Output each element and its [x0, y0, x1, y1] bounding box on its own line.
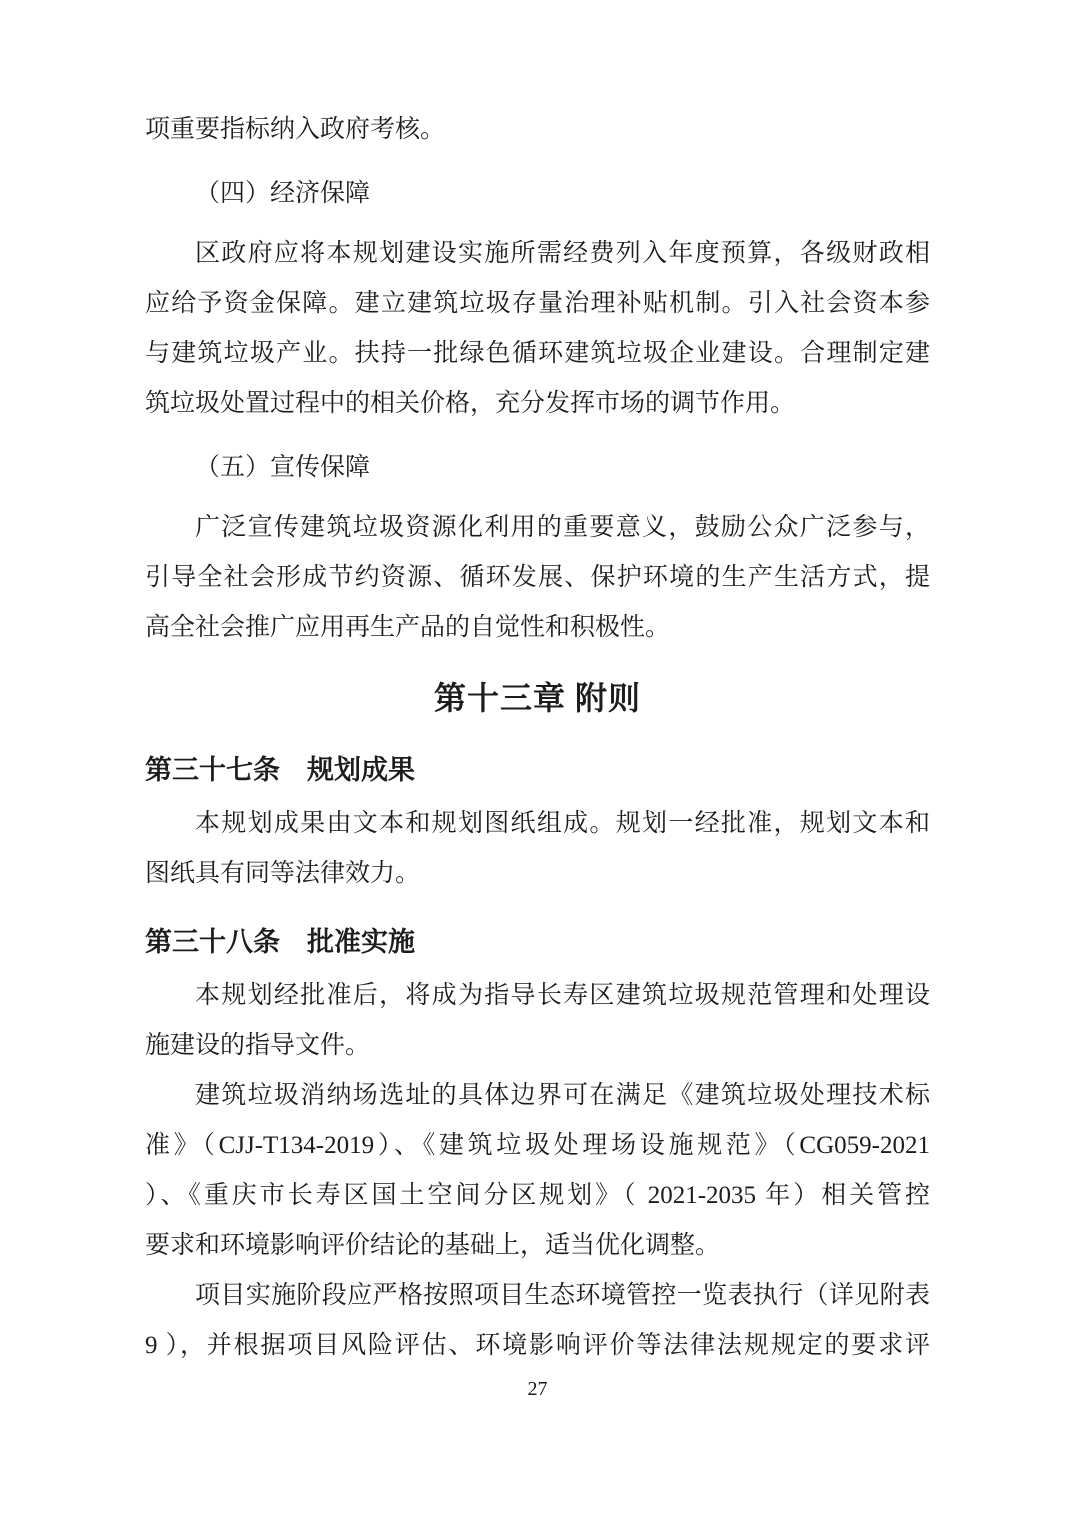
- text-line: ）、《重庆市长寿区国土空间分区规划》（ 2021-2035 年）相关管控: [145, 1182, 930, 1209]
- text-line: 本规划经批准后，将成为指导长寿区建筑垃圾规范管理和处理设: [195, 982, 930, 1009]
- page-number: 27: [527, 1378, 548, 1400]
- text-line: 引导全社会形成节约资源、循环发展、保护环境的生产生活方式，提: [145, 564, 930, 591]
- article-37-planning-results: 第三十七条 规划成果: [145, 755, 415, 785]
- chapter-13-supplementary: 第十三章 附则: [433, 680, 641, 716]
- text-line: 9 ），并根据项目风险评估、环境影响评价等法律法规规定的要求评: [145, 1332, 930, 1359]
- para-approval-implementation: [145, 971, 930, 1071]
- para-project-implementation: [145, 1271, 930, 1371]
- text-line: 要求和环境影响评价结论的基础上，适当优化调整。: [145, 1232, 721, 1259]
- document-body: [145, 105, 930, 1371]
- article-38-approval-implementation: 第三十八条 批准实施: [145, 927, 415, 957]
- text-line: 区政府应将本规划建设实施所需经费列入年度预算，各级财政相: [195, 240, 930, 267]
- text-line: 广泛宣传建筑垃圾资源化利用的重要意义，鼓励公众广泛参与，: [195, 514, 930, 541]
- text-line: 图纸具有同等法律效力。: [145, 860, 421, 887]
- para-assessment-continuation: [145, 105, 930, 155]
- subheading-publicity-guarantee: （五）宣传保障: [195, 454, 371, 481]
- text-line: 项目实施阶段应严格按照项目生态环境管控一览表执行（详见附表: [195, 1282, 930, 1309]
- text-line: 高全社会推广应用再生产品的自觉性和积极性。: [145, 614, 671, 641]
- subheading-economic-guarantee: （四）经济保障: [195, 180, 371, 207]
- text-line: 准》（CJJ-T134-2019）、《建筑垃圾处理场设施规范》（CG059-2021: [145, 1132, 930, 1159]
- text-line: 筑垃圾处置过程中的相关价格，充分发挥市场的调节作用。: [145, 390, 796, 417]
- text-line: 与建筑垃圾产业。扶持一批绿色循环建筑垃圾企业建设。合理制定建: [145, 340, 930, 367]
- text-line: 应给予资金保障。建立建筑垃圾存量治理补贴机制。引入社会资本参: [145, 290, 930, 317]
- text-line: 建筑垃圾消纳场选址的具体边界可在满足《建筑垃圾处理技术标: [195, 1082, 930, 1109]
- para-planning-results: [145, 799, 930, 899]
- text-line: 施建设的指导文件。: [145, 1032, 371, 1059]
- para-economic-guarantee: [145, 229, 930, 429]
- text-line: 项重要指标纳入政府考核。: [145, 116, 446, 143]
- text-line: 本规划成果由文本和规划图纸组成。规划一经批准，规划文本和: [195, 810, 930, 837]
- para-siting-boundary: [145, 1071, 930, 1271]
- para-publicity-guarantee: [145, 503, 930, 653]
